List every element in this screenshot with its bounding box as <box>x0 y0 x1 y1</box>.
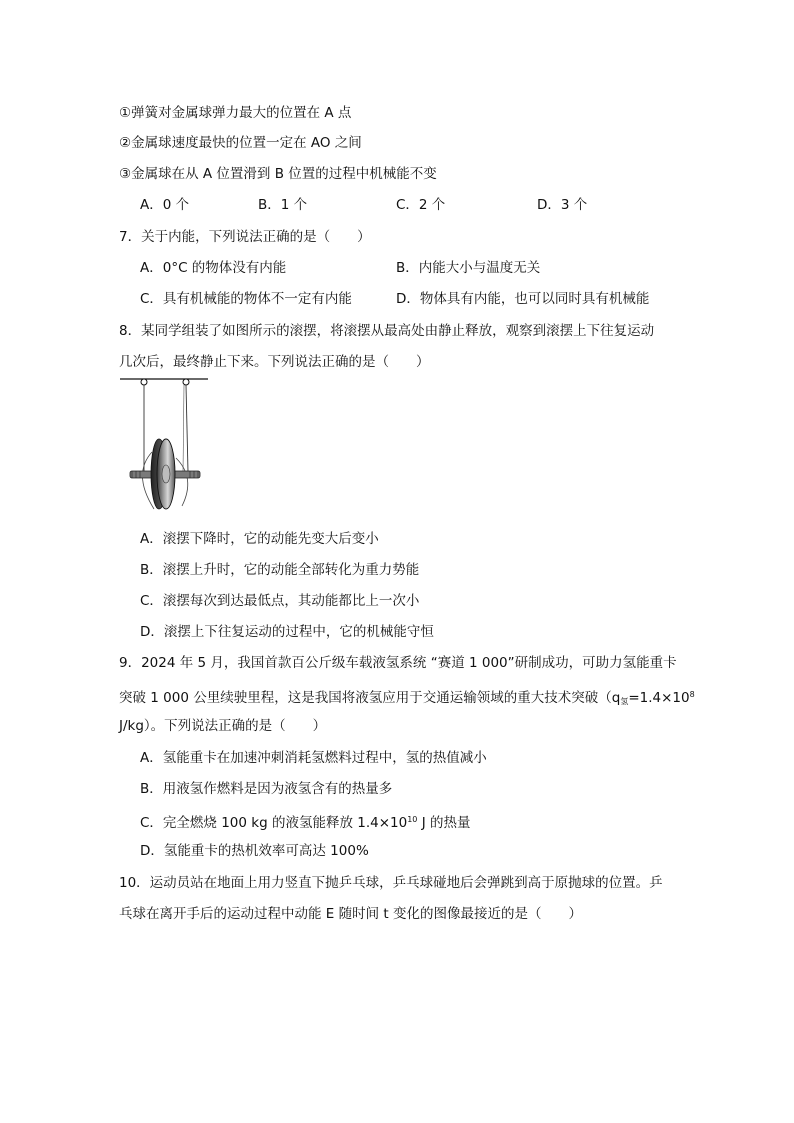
statement-1: ①弹簧对金属球弹力最大的位置在 A 点 <box>119 105 352 121</box>
q9-stem-line3: J/kg）。下列说法正确的是（ ） <box>119 718 327 734</box>
statement-3: ③金属球在从 A 位置滑到 B 位置的过程中机械能不变 <box>119 166 437 182</box>
q9-stem-line1: 9．2024 年 5 月，我国首款百公斤级车载液氢系统 “赛道 1 000”研制成功，可助力氢能重卡 <box>119 655 677 671</box>
roll-pendulum-figure <box>118 374 218 524</box>
q9-option-d: D．氢能重卡的热机效率可高达 100% <box>140 843 369 859</box>
q9-option-c: C．完全燃烧 100 kg 的液氢能释放 $1.4\times 10^{10}$ J 的热量 <box>140 815 471 831</box>
q6-option-d: D．3 个 <box>537 197 588 213</box>
statement-2: ②金属球速度最快的位置一定在 AO 之间 <box>119 135 362 151</box>
q10-stem-line2: 乓球在离开手后的运动过程中动能 E 随时间 t 变化的图像最接近的是（ ） <box>119 906 582 922</box>
q9-option-a: A．氢能重卡在加速冲刺消耗氢燃料过程中，氢的热值减小 <box>140 750 487 766</box>
q8-stem-line1: 8．某同学组装了如图所示的滚摆，将滚摆从最高处由静止释放，观察到滚摆上下往复运动 <box>119 323 655 339</box>
q7-option-a: A．0°C 的物体没有内能 <box>140 260 287 276</box>
q8-option-b: B．滚摆上升时，它的动能全部转化为重力势能 <box>140 562 420 578</box>
q7-option-b: B．内能大小与温度无关 <box>396 260 541 276</box>
q8-stem-line2: 几次后，最终静止下来。下列说法正确的是（ ） <box>119 354 430 370</box>
q8-option-a: A．滚摆下降时，它的动能先变大后变小 <box>140 531 379 547</box>
q6-option-b: B．1 个 <box>258 197 308 213</box>
q9-stem-line2: 突破 1 000 公里续驶里程，这是我国将液氢应用于交通运输领域的重大技术突破（$q_氢=1.4\times 10^8$ <box>119 690 695 706</box>
q7-option-c: C．具有机械能的物体不一定有内能 <box>140 291 352 307</box>
q7-stem: 7．关于内能，下列说法正确的是（ ） <box>119 229 371 245</box>
q8-option-d: D．滚摆上下往复运动的过程中，它的机械能守恒 <box>140 624 434 640</box>
q6-option-c: C．2 个 <box>396 197 446 213</box>
q10-stem-line1: 10．运动员站在地面上用力竖直下抛乒乓球，乒乓球碰地后会弹跳到高于原抛球的位置。乒 <box>119 875 663 891</box>
q9-option-b: B．用液氢作燃料是因为液氢含有的热量多 <box>140 781 393 797</box>
q8-option-c: C．滚摆每次到达最低点，其动能都比上一次小 <box>140 593 420 609</box>
q6-option-a: A．0 个 <box>140 197 190 213</box>
q7-option-d: D．物体具有内能，也可以同时具有机械能 <box>396 291 650 307</box>
